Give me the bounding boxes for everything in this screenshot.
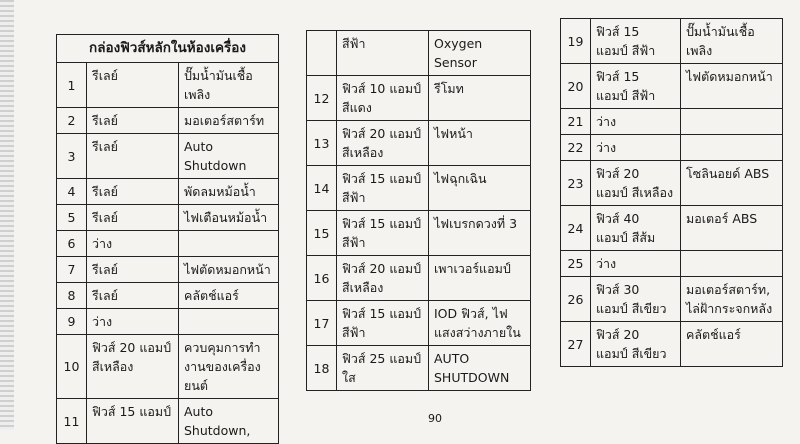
fuse-function: [179, 231, 279, 257]
table-row: [561, 19, 783, 64]
fuse-type: ฟิวส์ 15 แอมป์ สีฟ้า: [591, 64, 681, 109]
fuse-function: [429, 301, 531, 346]
table-row: [57, 335, 279, 399]
fuse-number: 4: [57, 179, 87, 205]
table-row: [307, 301, 531, 346]
table-row: [307, 346, 531, 391]
fuse-function: [429, 121, 531, 166]
fuse-number: 13: [307, 121, 337, 166]
function-line: IOD ฟิวส์, ไฟ: [434, 306, 508, 321]
fuse-table-3: [560, 18, 783, 367]
scan-edge: [0, 0, 14, 430]
fuse-function: [429, 76, 531, 121]
function-line: เพลิง: [184, 87, 211, 102]
table-row: [561, 251, 783, 277]
function-line: ปั๊มน้ำมันเชื้อ: [184, 68, 253, 83]
fuse-function: [179, 108, 279, 134]
table-row: [561, 64, 783, 109]
fuse-number: 18: [307, 346, 337, 391]
fuse-type: รีเลย์: [87, 108, 179, 134]
fuse-type: ฟิวส์ 40 แอมป์ สีส้ม: [591, 206, 681, 251]
fuse-number: 3: [57, 134, 87, 179]
fuse-number: 11: [57, 399, 87, 444]
table-row: [307, 121, 531, 166]
function-line: มอเตอร์ ABS: [686, 211, 758, 226]
table-row: [57, 309, 279, 335]
fuse-function: [681, 277, 783, 322]
fuse-function: [179, 399, 279, 444]
fuse-function: [681, 19, 783, 64]
function-line: เพาเวอร์แอมป์: [434, 261, 511, 276]
fuse-number: 10: [57, 335, 87, 399]
fuse-type: รีเลย์: [87, 134, 179, 179]
fuse-number: 5: [57, 205, 87, 231]
fuse-type: ฟิวส์ 15 แอมป์ สีฟ้า: [591, 19, 681, 64]
function-line: มอเตอร์สตาร์ท: [184, 113, 265, 128]
table-row: [57, 257, 279, 283]
fuse-type: รีเลย์: [87, 257, 179, 283]
fuse-function: [429, 31, 531, 76]
function-line: ไฟตัดหมอกหน้า: [686, 69, 773, 84]
fuse-number: 19: [561, 19, 591, 64]
fuse-type: รีเลย์: [87, 63, 179, 108]
fuse-type: ฟิวส์ 20 แอมป์ สีเหลือง: [337, 121, 429, 166]
fuse-function: [179, 63, 279, 108]
fuse-type: รีเลย์: [87, 205, 179, 231]
fuse-function: [179, 335, 279, 399]
fuse-type: ฟิวส์ 20 แอมป์ สีเหลือง: [591, 161, 681, 206]
fuse-number: 14: [307, 166, 337, 211]
function-line: ไฟฉุกเฉิน: [434, 171, 487, 186]
table-row: [307, 31, 531, 76]
function-line: ยนต์: [184, 378, 208, 393]
fuse-number: 22: [561, 135, 591, 161]
fuse-type: รีเลย์: [87, 283, 179, 309]
fuse-function: [681, 135, 783, 161]
fuse-type: ว่าง: [87, 309, 179, 335]
fuse-number: 26: [561, 277, 591, 322]
function-line: ปั๊มน้ำมันเชื้อ: [686, 24, 755, 39]
function-line: คลัตช์แอร์: [686, 327, 741, 342]
table-row: [307, 166, 531, 211]
function-line: Auto Shutdown,: [184, 404, 251, 438]
fuse-function: [179, 205, 279, 231]
fuse-type: สีฟ้า: [337, 31, 429, 76]
fuse-number: 7: [57, 257, 87, 283]
function-line: SHUTDOWN: [434, 370, 510, 385]
fuse-number: 2: [57, 108, 87, 134]
fuse-number: 24: [561, 206, 591, 251]
fuse-number: 17: [307, 301, 337, 346]
function-line: แสงสว่างภายใน: [434, 325, 521, 340]
fuse-type: ฟิวส์ 15 แอมป์ สีฟ้า: [337, 166, 429, 211]
fuse-number: [307, 31, 337, 76]
fuse-number: 12: [307, 76, 337, 121]
table-row: [57, 134, 279, 179]
fuse-function: [429, 346, 531, 391]
function-line: งานของเครื่อง: [184, 359, 261, 374]
fuse-type: ฟิวส์ 25 แอมป์ ใส: [337, 346, 429, 391]
fuse-type: ว่าง: [591, 135, 681, 161]
fuse-type: ฟิวส์ 20 แอมป์ สีเขียว: [591, 322, 681, 367]
table-row: [307, 256, 531, 301]
fuse-number: 8: [57, 283, 87, 309]
fuse-function: [681, 64, 783, 109]
table-row: [57, 108, 279, 134]
fuse-function: [429, 211, 531, 256]
function-line: ไฟหน้า: [434, 126, 473, 141]
fuse-function: [179, 283, 279, 309]
fuse-function: [681, 161, 783, 206]
table-row: [561, 161, 783, 206]
fuse-number: 15: [307, 211, 337, 256]
table-row: [57, 205, 279, 231]
fuse-function: [429, 256, 531, 301]
table-row: [307, 76, 531, 121]
function-line: ไล่ฝ้ากระจกหลัง: [686, 301, 773, 316]
fuse-table-2: [306, 30, 531, 391]
table-row: [57, 179, 279, 205]
fuse-type: รีเลย์: [87, 179, 179, 205]
fuse-type: ฟิวส์ 15 แอมป์ สีฟ้า: [337, 211, 429, 256]
function-line: มอเตอร์สตาร์ท,: [686, 282, 771, 297]
function-line: คลัตช์แอร์: [184, 288, 239, 303]
table-row: [561, 135, 783, 161]
function-line: ไฟเบรกดวงที่ 3: [434, 216, 518, 231]
fuse-number: 21: [561, 109, 591, 135]
fuse-number: 9: [57, 309, 87, 335]
fuse-type: ฟิวส์ 20 แอมป์ สีเหลือง: [337, 256, 429, 301]
page-number: 90: [428, 412, 442, 425]
fuse-type: ฟิวส์ 15 แอมป์: [87, 399, 179, 444]
table-header-row: [57, 35, 279, 63]
table-row: [561, 109, 783, 135]
fuse-number: 23: [561, 161, 591, 206]
fuse-type: ฟิวส์ 15 แอมป์ สีฟ้า: [337, 301, 429, 346]
function-line: เพลิง: [686, 43, 713, 58]
fuse-type: ว่าง: [87, 231, 179, 257]
table-row: [57, 283, 279, 309]
fuse-type: ฟิวส์ 10 แอมป์ สีแดง: [337, 76, 429, 121]
fuse-function: [681, 322, 783, 367]
table-row: [57, 399, 279, 444]
fuse-function: [179, 134, 279, 179]
fuse-number: 25: [561, 251, 591, 277]
function-line: Oxygen Sensor: [434, 36, 483, 70]
fuse-function: [179, 257, 279, 283]
fuse-type: ว่าง: [591, 251, 681, 277]
function-line: โซลินอยด์ ABS: [686, 166, 770, 181]
table-row: [307, 211, 531, 256]
fuse-type: ว่าง: [591, 109, 681, 135]
fuse-function: [429, 166, 531, 211]
fuse-function: [681, 206, 783, 251]
table-row: [561, 277, 783, 322]
fuse-function: [681, 109, 783, 135]
function-line: พัดลมหม้อน้ำ: [184, 184, 256, 199]
fuse-number: 1: [57, 63, 87, 108]
function-line: ไฟเตือนหม้อน้ำ: [184, 210, 268, 225]
function-line: AUTO: [434, 351, 470, 366]
fuse-number: 16: [307, 256, 337, 301]
table-row: [57, 231, 279, 257]
fuse-number: 6: [57, 231, 87, 257]
fuse-function: [179, 309, 279, 335]
fuse-type: ฟิวส์ 20 แอมป์ สีเหลือง: [87, 335, 179, 399]
table-row: [561, 322, 783, 367]
fuse-number: 27: [561, 322, 591, 367]
function-line: ควบคุมการทำ: [184, 340, 261, 355]
fuse-function: [179, 179, 279, 205]
table-title: กล่องฟิวส์หลักในห้องเครื่อง: [57, 35, 279, 63]
fuse-type: ฟิวส์ 30 แอมป์ สีเขียว: [591, 277, 681, 322]
function-line: Auto Shutdown: [184, 139, 247, 173]
table-row: [561, 206, 783, 251]
function-line: รีโมท: [434, 81, 464, 96]
function-line: ไฟตัดหมอกหน้า: [184, 262, 271, 277]
fuse-function: [681, 251, 783, 277]
table-row: [57, 63, 279, 108]
fuse-number: 20: [561, 64, 591, 109]
fuse-table-1: [56, 34, 279, 444]
